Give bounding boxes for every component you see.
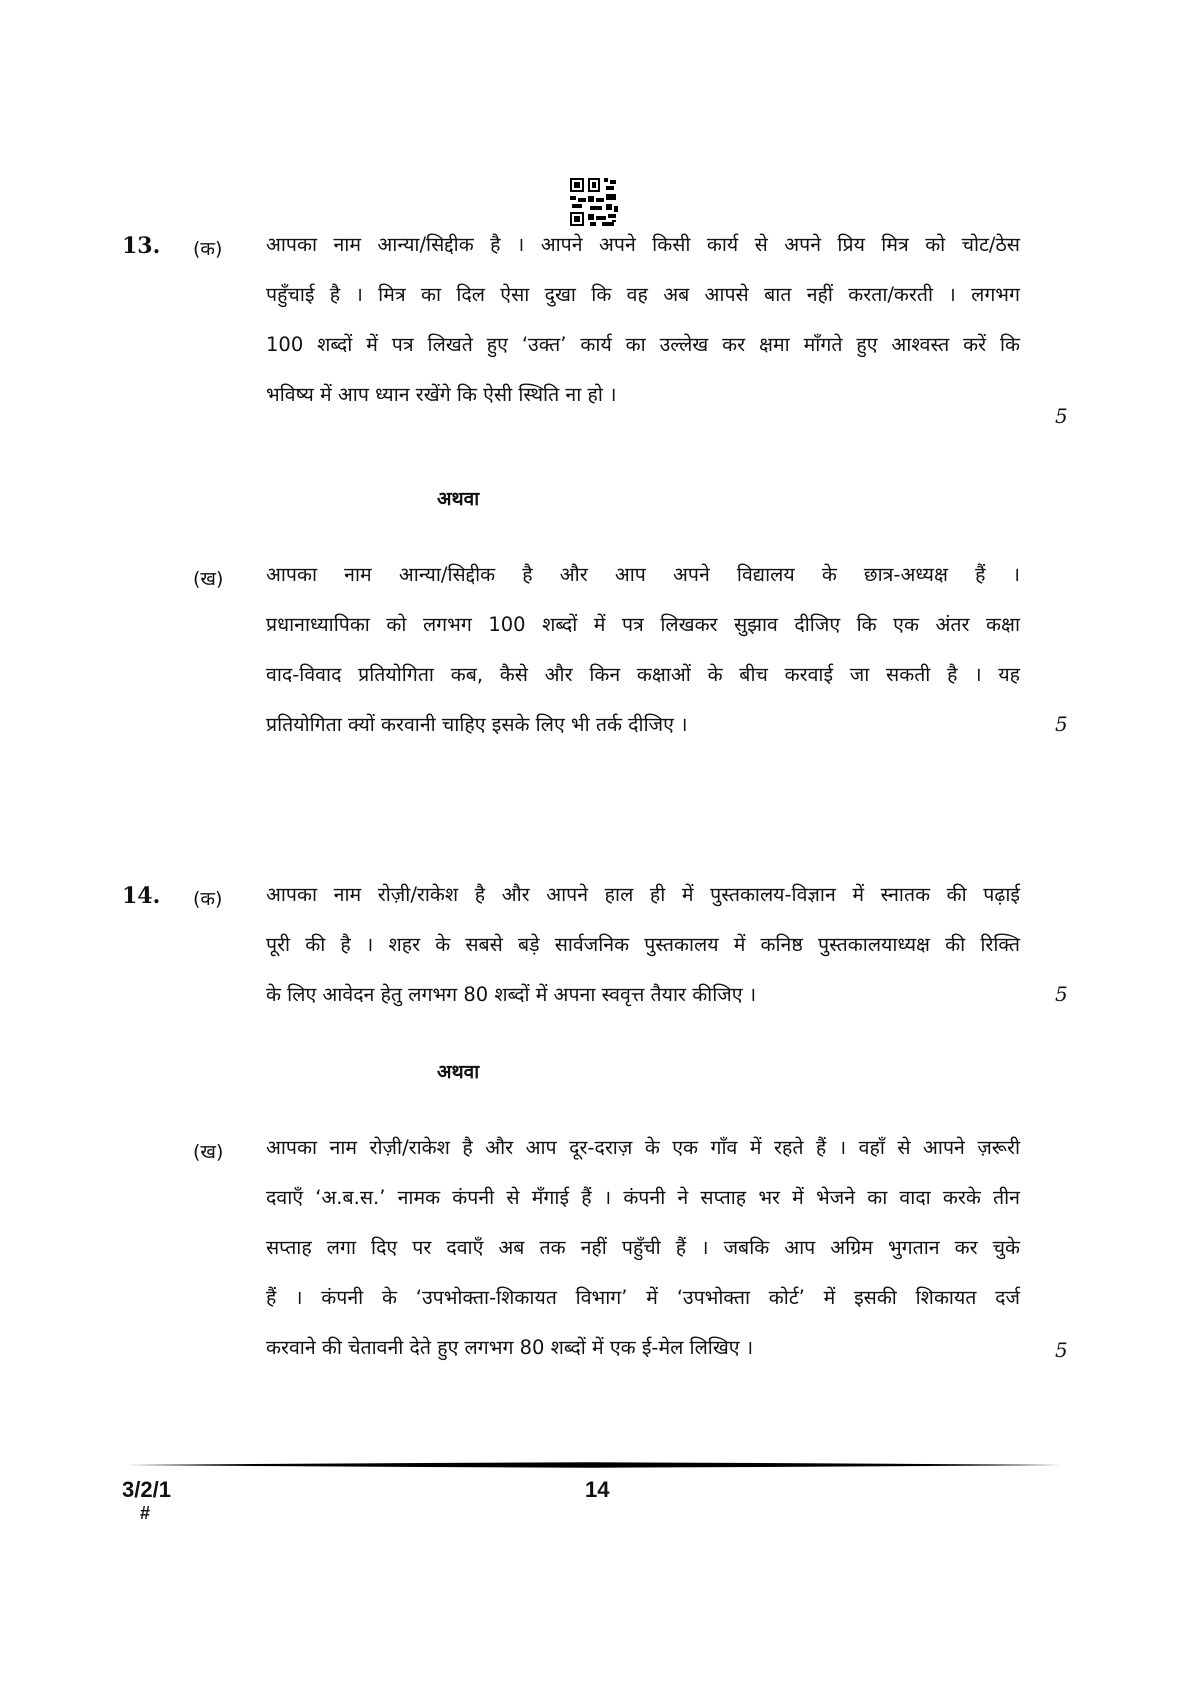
question-number: 14. bbox=[122, 883, 161, 909]
text-line: 100 शब्दों में पत्र लिखते हुए ‘उक्त’ कार्य का उल्लेख कर क्षमा माँगते हुए आश्वस्त करें कि bbox=[266, 333, 1020, 356]
part-label: (क) bbox=[193, 888, 223, 910]
text-line: पहुँचाई है । मित्र का दिल ऐसा दुखा कि वह अब आपसे बात नहीं करता/करती । लगभग bbox=[266, 283, 1020, 306]
marks: 5 bbox=[1055, 404, 1068, 428]
question-text bbox=[266, 1123, 1020, 1373]
text-line: आपका नाम आन्या/सिद्दीक है और आप अपने विद्यालय के छात्र-अध्यक्ष हैं । bbox=[266, 563, 1020, 586]
text-line: हैं । कंपनी के ‘उपभोक्ता-शिकायत विभाग’ में ‘उपभोक्ता कोर्ट’ में इसकी शिकायत दर्ज bbox=[266, 1286, 1020, 1309]
part-label: (क) bbox=[193, 238, 223, 260]
footer-rule bbox=[122, 1462, 1062, 1468]
question-number: 13. bbox=[122, 233, 161, 259]
text-line: प्रधानाध्यापिका को लगभग 100 शब्दों में पत्र लिखकर सुझाव दीजिए कि एक अंतर कक्षा bbox=[266, 613, 1020, 636]
text-line: के लिए आवेदन हेतु लगभग 80 शब्दों में अपना स्ववृत्त तैयार कीजिए । bbox=[266, 983, 757, 1006]
text-line: आपका नाम आन्या/सिद्दीक है । आपने अपने किसी कार्य से अपने प्रिय मित्र को चोट/ठेस bbox=[266, 233, 1020, 256]
paper-hash: # bbox=[140, 1503, 151, 1523]
text-line: प्रतियोगिता क्यों करवानी चाहिए इसके लिए भी तर्क दीजिए । bbox=[266, 713, 688, 736]
paper-code: 3/2/1 bbox=[122, 1477, 171, 1502]
text-line: पूरी की है । शहर के सबसे बड़े सार्वजनिक पुस्तकालय में कनिष्ठ पुस्तकालयाध्यक्ष की रिक्ति bbox=[266, 933, 1020, 956]
marks: 5 bbox=[1055, 712, 1068, 736]
question-text bbox=[266, 550, 1020, 750]
page-number: 14 bbox=[585, 1477, 610, 1502]
or-divider: अथवा bbox=[437, 1061, 480, 1083]
question-text bbox=[266, 870, 1020, 1020]
or-divider: अथवा bbox=[437, 488, 480, 510]
text-line: वाद-विवाद प्रतियोगिता कब, कैसे और किन कक्षाओं के बीच करवाई जा सकती है । यह bbox=[266, 663, 1020, 686]
text-line: करवाने की चेतावनी देते हुए लगभग 80 शब्दों में एक ई-मेल लिखिए । bbox=[266, 1336, 754, 1359]
text-line: दवाएँ ‘अ.ब.स.’ नामक कंपनी से मँगाई हैं । कंपनी ने सप्ताह भर में भेजने का वादा करके तीन bbox=[266, 1186, 1020, 1209]
text-line: सप्ताह लगा दिए पर दवाएँ अब तक नहीं पहुँची हैं । जबकि आप अग्रिम भुगतान कर चुके bbox=[266, 1236, 1020, 1259]
question-text bbox=[266, 220, 1020, 420]
text-line: आपका नाम रोज़ी/राकेश है और आप दूर-दराज़ के एक गाँव में रहते हैं । वहाँ से आपने ज़रूरी bbox=[266, 1136, 1020, 1159]
qr-code-icon bbox=[570, 178, 620, 226]
part-label: (ख) bbox=[193, 568, 224, 590]
text-line: भविष्य में आप ध्यान रखेंगे कि ऐसी स्थिति ना हो । bbox=[266, 383, 617, 406]
marks: 5 bbox=[1055, 982, 1068, 1006]
part-label: (ख) bbox=[193, 1141, 224, 1163]
text-line: आपका नाम रोज़ी/राकेश है और आपने हाल ही में पुस्तकालय-विज्ञान में स्नातक की पढ़ाई bbox=[266, 883, 1020, 906]
marks: 5 bbox=[1055, 1338, 1068, 1362]
